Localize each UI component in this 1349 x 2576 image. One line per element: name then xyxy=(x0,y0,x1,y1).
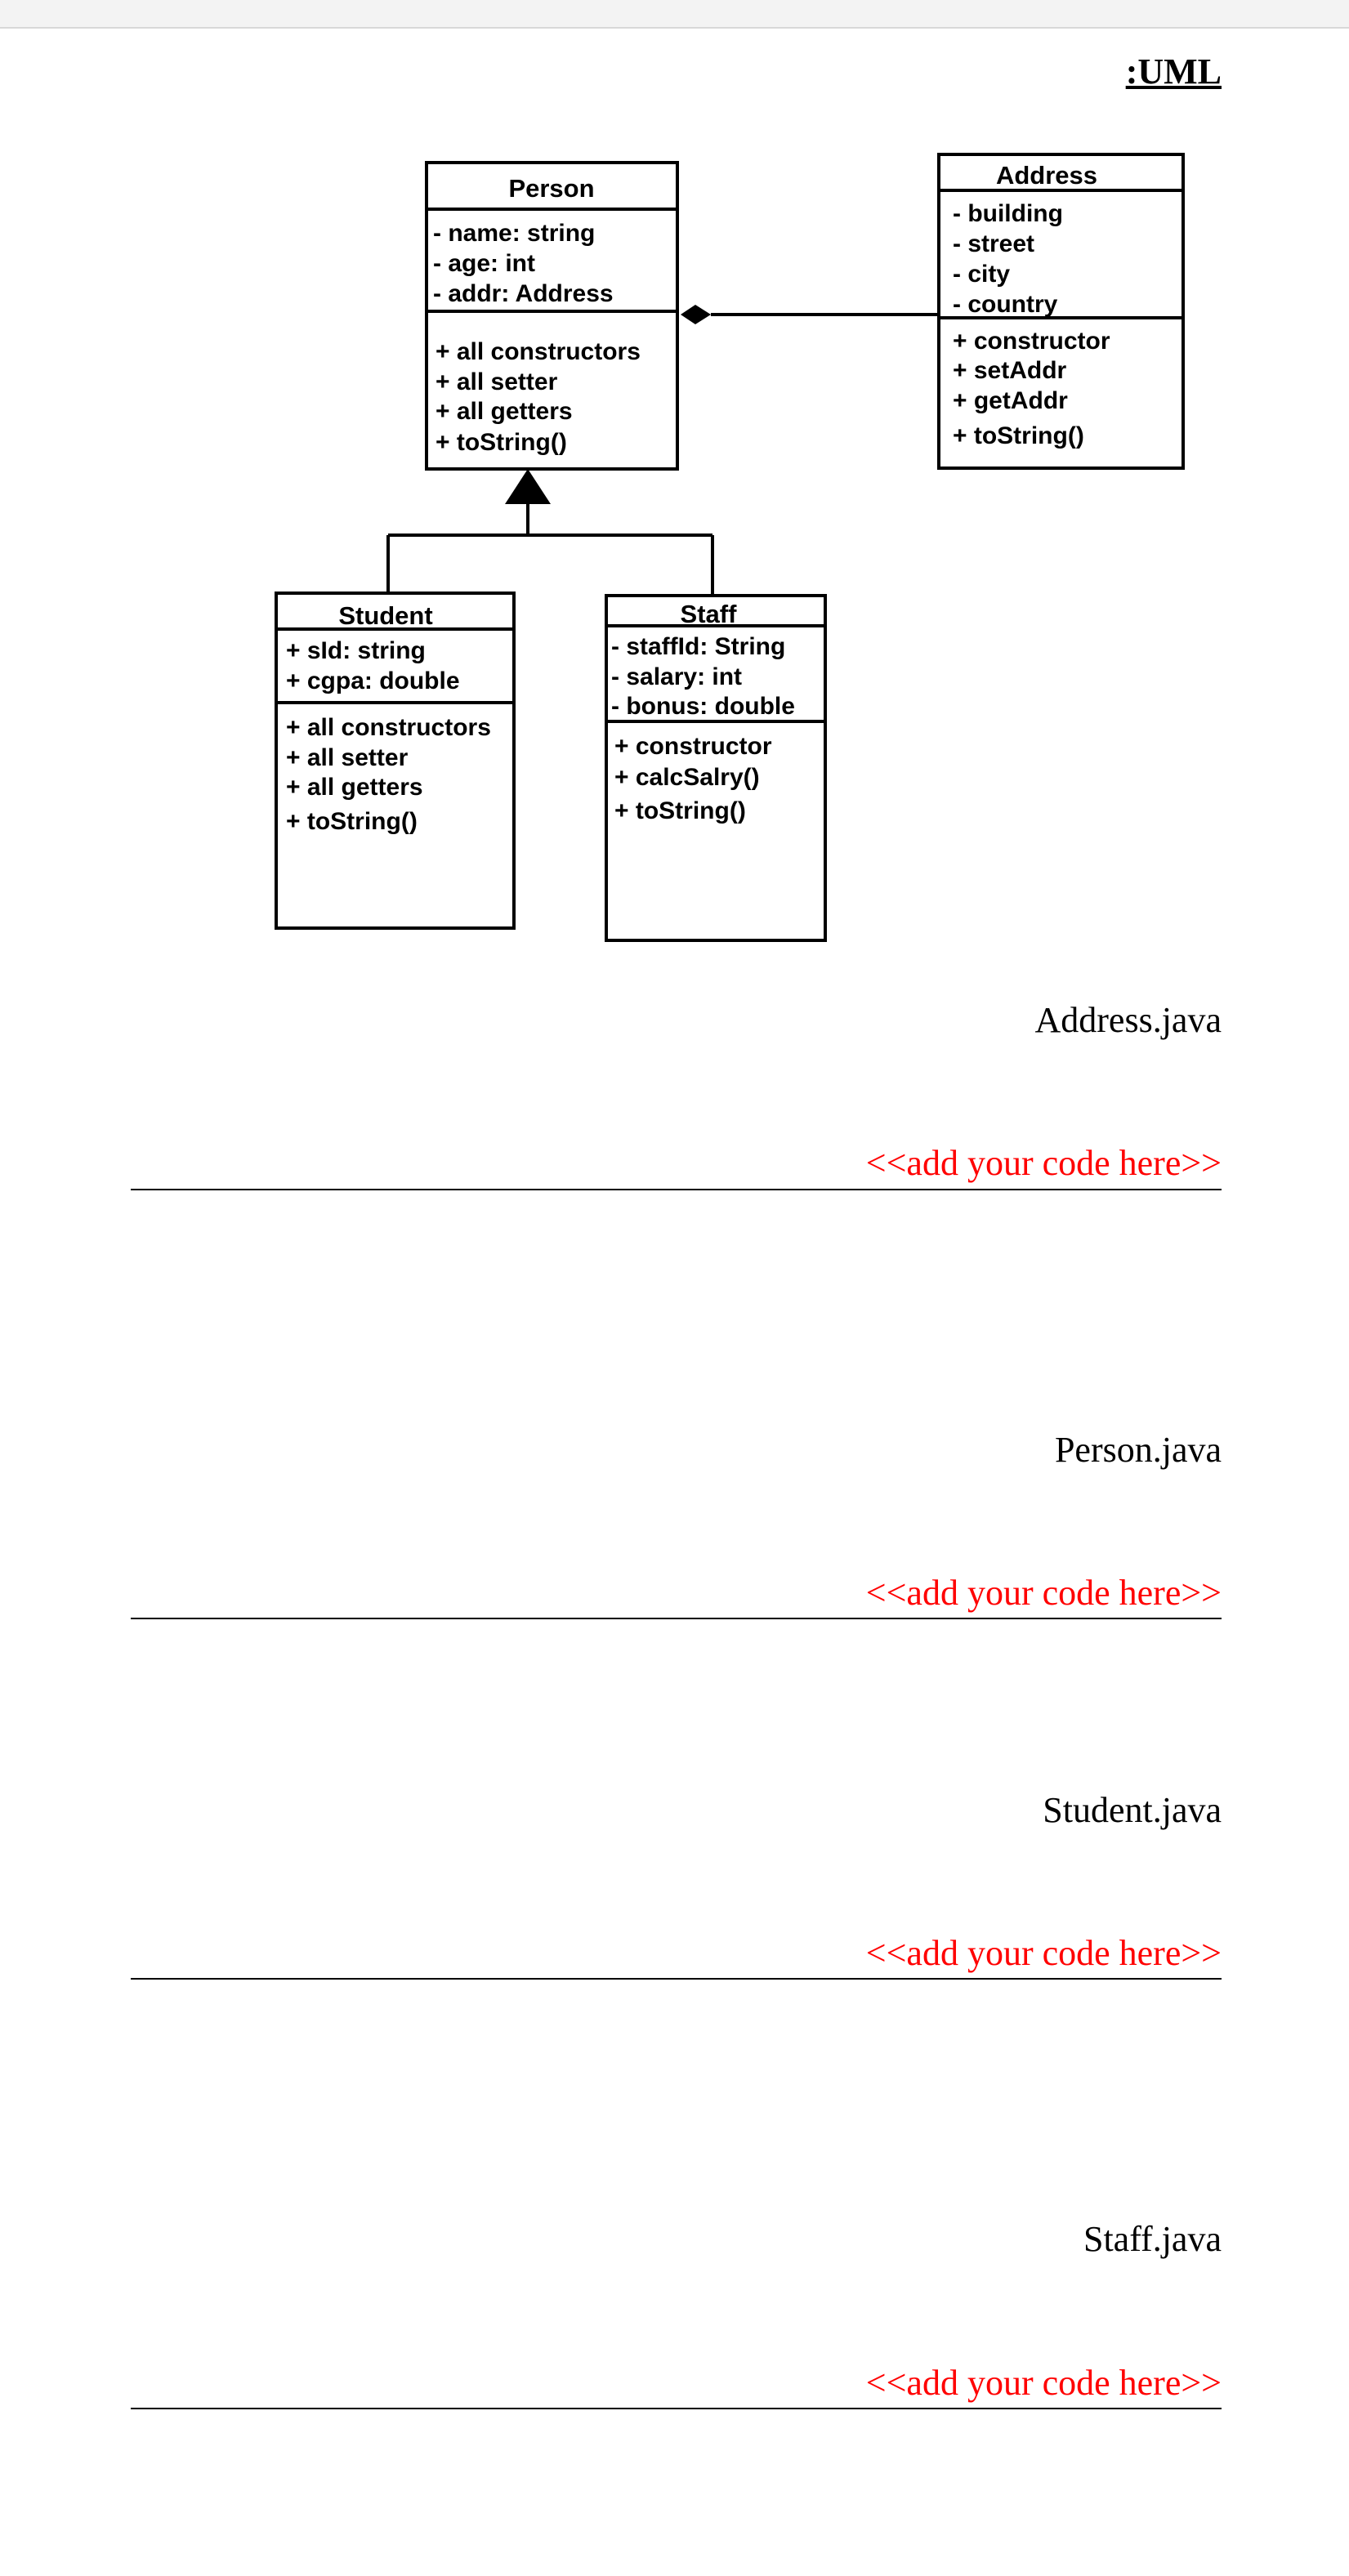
class-staff-name: Staff xyxy=(680,600,737,628)
class-student-method: + all constructors xyxy=(286,714,491,741)
class-student-name: Student xyxy=(338,601,433,630)
uml-class-diagram xyxy=(0,0,1349,964)
class-address-method: + constructor xyxy=(953,328,1110,355)
class-address-attr: - city xyxy=(953,261,1011,288)
inheritance-triangle xyxy=(505,469,551,504)
class-staff-method: + calcSalry() xyxy=(614,764,760,791)
class-staff-attr: - bonus: double xyxy=(611,693,795,720)
class-address xyxy=(939,154,1183,468)
class-student-method: + all setter xyxy=(286,744,409,771)
code-divider-line xyxy=(131,1978,1222,1980)
code-placeholder-staff[interactable]: <<add your code here>> xyxy=(865,2363,1222,2403)
class-address-method: + setAddr xyxy=(953,357,1067,384)
class-student-method: + toString() xyxy=(286,808,418,835)
uml-heading: :UML xyxy=(1125,51,1222,92)
class-person-method: + all constructors xyxy=(436,338,641,365)
class-person-attr: - age: int xyxy=(433,250,535,277)
class-person-attr: - name: string xyxy=(433,220,596,247)
composition-diamond xyxy=(681,305,711,324)
class-staff-method: + toString() xyxy=(614,797,746,824)
section-title-person-java: Person.java xyxy=(1054,1430,1222,1470)
class-person-method: + toString() xyxy=(436,429,567,456)
composition-link xyxy=(681,305,939,324)
section-title-staff-java: Staff.java xyxy=(1083,2219,1222,2259)
section-title-student-java: Student.java xyxy=(1043,1790,1222,1830)
class-address-attr: - building xyxy=(953,200,1063,227)
code-placeholder-address[interactable]: <<add your code here>> xyxy=(865,1143,1222,1183)
class-student-attr: + cgpa: double xyxy=(286,667,460,694)
inheritance-link xyxy=(388,469,712,596)
class-person-name: Person xyxy=(508,174,595,203)
code-placeholder-student[interactable]: <<add your code here>> xyxy=(865,1933,1222,1973)
class-staff xyxy=(606,596,825,940)
class-address-method: + getAddr xyxy=(953,387,1068,414)
class-address-attr: - street xyxy=(953,230,1035,257)
class-staff-method: + constructor xyxy=(614,733,772,760)
class-address-attr: - country xyxy=(953,291,1058,318)
class-person xyxy=(427,163,677,469)
class-staff-attr: - staffId: String xyxy=(611,633,786,660)
class-person-method: + all getters xyxy=(436,398,573,425)
code-placeholder-person[interactable]: <<add your code here>> xyxy=(865,1573,1222,1613)
class-address-name: Address xyxy=(995,161,1098,190)
code-divider-line xyxy=(131,1189,1222,1190)
class-student xyxy=(276,593,514,928)
section-title-address-java: Address.java xyxy=(1034,1000,1222,1040)
class-staff-attr: - salary: int xyxy=(611,663,743,690)
class-student-method: + all getters xyxy=(286,774,423,801)
code-divider-line xyxy=(131,2408,1222,2409)
class-person-attr: - addr: Address xyxy=(433,280,614,307)
class-address-method: + toString() xyxy=(953,422,1084,449)
code-divider-line xyxy=(131,1618,1222,1619)
class-student-attr: + sId: string xyxy=(286,637,426,664)
class-person-method: + all setter xyxy=(436,368,558,395)
